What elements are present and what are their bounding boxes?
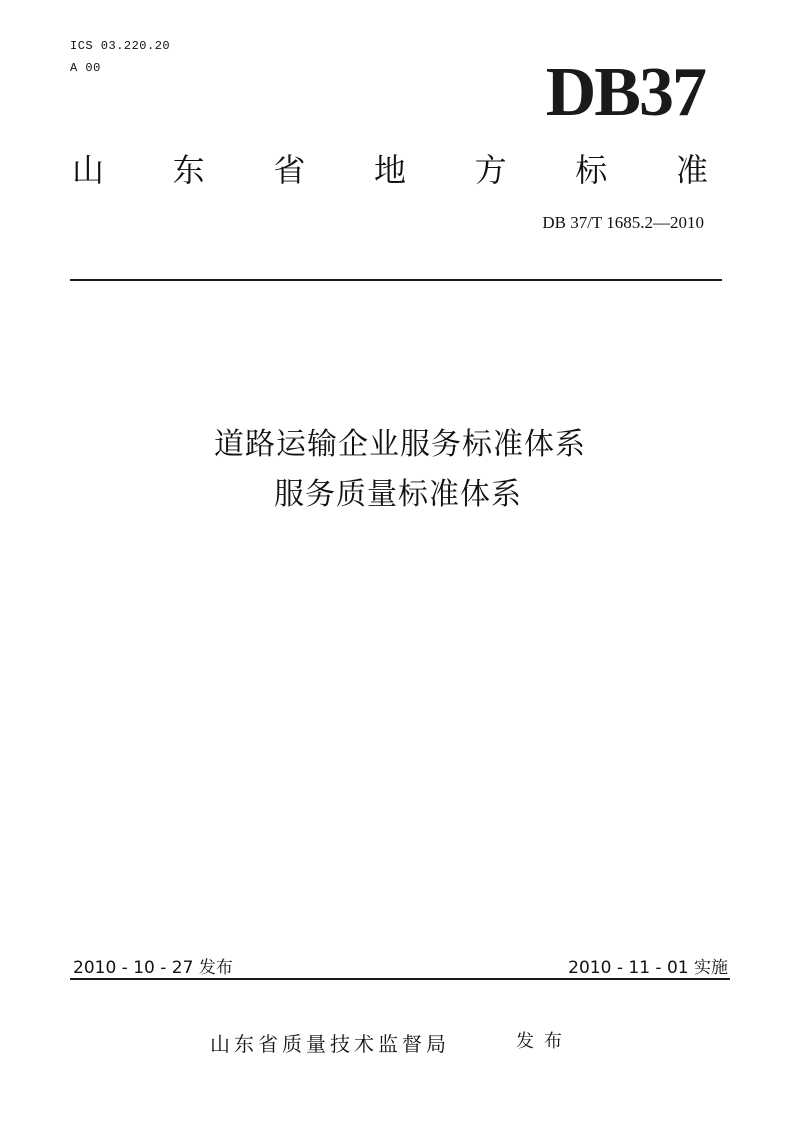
standard-type-char: 准 xyxy=(675,151,708,189)
standard-type-char: 地 xyxy=(373,151,406,189)
publish-label: 发布 xyxy=(516,1031,572,1052)
implementation-date: 2010 - 11 - 01 实施 xyxy=(568,958,728,978)
document-title-line2: 服务质量标准体系 xyxy=(274,477,522,512)
standard-type-title xyxy=(72,150,708,190)
standard-type-char: 山 xyxy=(72,151,105,189)
standard-number: DB 37/T 1685.2—2010 xyxy=(542,213,704,232)
document-title-line1: 道路运输企业服务标准体系 xyxy=(214,427,586,462)
standard-type-char: 东 xyxy=(172,151,205,189)
publisher-name: 山东省质量技术监督局 xyxy=(210,1032,450,1056)
header-divider xyxy=(70,279,722,281)
issue-date: 2010 - 10 - 27 发布 xyxy=(73,958,233,978)
db-logo: DB37 xyxy=(545,54,705,131)
ics-code: ICS 03.220.20 xyxy=(70,39,171,53)
standard-type-char: 方 xyxy=(474,151,507,189)
footer-divider xyxy=(70,978,730,980)
standard-type-char: 标 xyxy=(575,151,608,189)
standard-type-char: 省 xyxy=(273,151,306,189)
classification-code: A 00 xyxy=(70,61,101,75)
